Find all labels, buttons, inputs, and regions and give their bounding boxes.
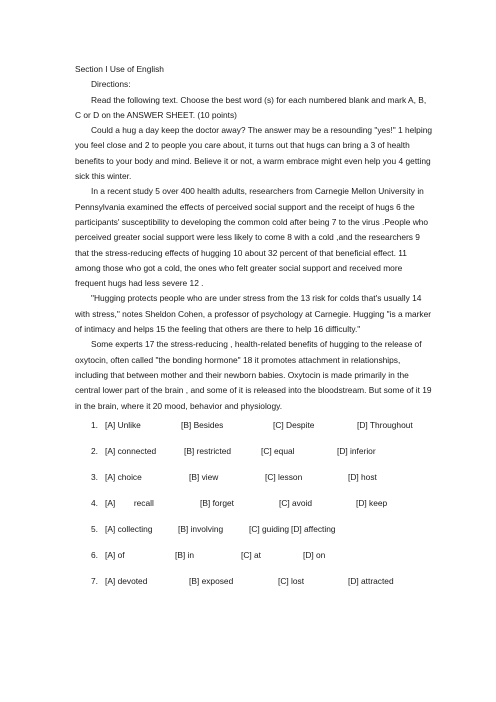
question-row: [91, 420, 431, 446]
question-row: [91, 524, 431, 550]
option-a: [A] connected: [105, 446, 157, 456]
section-title: Section I Use of English: [75, 64, 164, 74]
paragraph-4: Some experts 17 the stress-reducing , health-related benefits of hugging to the release of oxytocin, often called "the bonding hormone" 18 it promotes attachment in relationships, including that between mother and their newborn babies. Oxytocin is made primarily in the central lower part of the brain , and some of it is released into the bloodstream. But some of it 19 in the brain, where it 20 mood, behavior and physiology.: [75, 339, 432, 411]
question-number: 7.: [91, 576, 98, 586]
option-c: [C] lesson: [265, 472, 303, 482]
directions-label: Directions:: [91, 79, 131, 90]
paragraph-2: In a recent study 5 over 400 health adults, researchers from Carnegie Mellon University in Pennsylvania examined the effects of perceived social support and the receipt of hugs 6 the participants' susceptibility to developing the common cold after being 7 to the virus .People who perceived greater social support were less likely to come 8 with a cold ,and the researchers 9 that the stress-reducing effects of hugging 10 about 32 percent of that beneficial effect. 11 among those who got a cold, the ones who felt greater social support and received more frequent hugs had less severe 12 .: [75, 186, 429, 289]
question-row: [91, 498, 431, 524]
option-b: [B] view: [189, 472, 219, 482]
question-options: [91, 420, 431, 602]
option-c: [C] guiding: [249, 524, 290, 534]
option-c: [C] lost: [278, 576, 305, 586]
option-d: [D] attracted: [348, 576, 394, 586]
option-a: [A] choice: [105, 472, 142, 482]
passage: [75, 62, 433, 414]
question-row: [91, 550, 431, 576]
question-row: [91, 472, 431, 498]
option-b: [B] in: [175, 550, 195, 560]
question-number: 6.: [91, 550, 98, 560]
option-c: [C] equal: [261, 446, 295, 456]
option-c: [C] avoid: [279, 498, 313, 508]
option-d: [D] inferior: [337, 446, 376, 456]
question-number: 2.: [91, 446, 98, 456]
option-b: [B] restricted: [184, 446, 232, 456]
option-b: [B] exposed: [189, 576, 234, 586]
option-b: [B] forget: [200, 498, 234, 508]
question-row: [91, 576, 431, 602]
option-b: [B] Besides: [181, 420, 224, 430]
option-d: [D] keep: [356, 498, 388, 508]
question-number: 1.: [91, 420, 98, 430]
question-number: 4.: [91, 498, 98, 508]
option-d: [D] affecting: [291, 524, 336, 534]
option-c: [C] Despite: [273, 420, 315, 430]
option-a: [A] devoted: [105, 576, 148, 586]
option-a: [A] of: [105, 550, 125, 560]
option-a: [A] Unlike: [105, 420, 141, 430]
option-a: [A] collecting: [105, 524, 153, 534]
option-d: [D] on: [303, 550, 326, 560]
option-b: [B] involving: [178, 524, 224, 534]
question-number: 3.: [91, 472, 98, 482]
paragraph-1: Could a hug a day keep the doctor away? The answer may be a resounding "yes!" 1 helping you feel close and 2 to people you care about, it turns out that hugs can bring a 3 of health benefits to your body and mind. Believe it or not, a warm embrace might even help you 4 getting sick this winter.: [75, 125, 433, 182]
paragraph-3: "Hugging protects people who are under stress from the 13 risk for colds that's usually 14 with stress," notes Sheldon Cohen, a professor of psychology at Carnegie. Hugging "is a marker of intimacy and helps 15 the feeling that others are there to help 16 difficulty.": [75, 293, 432, 335]
option-c: [C] at: [241, 550, 262, 560]
option-d: [D] host: [348, 472, 377, 482]
question-number: 5.: [91, 524, 98, 534]
question-row: [91, 446, 431, 472]
option-a: [A] recall: [105, 498, 154, 508]
directions-text: Read the following text. Choose the best word (s) for each numbered blank and mark A, B, C or D on the ANSWER SHEET. (10 points): [75, 94, 427, 120]
option-d: [D] Throughout: [357, 420, 413, 430]
